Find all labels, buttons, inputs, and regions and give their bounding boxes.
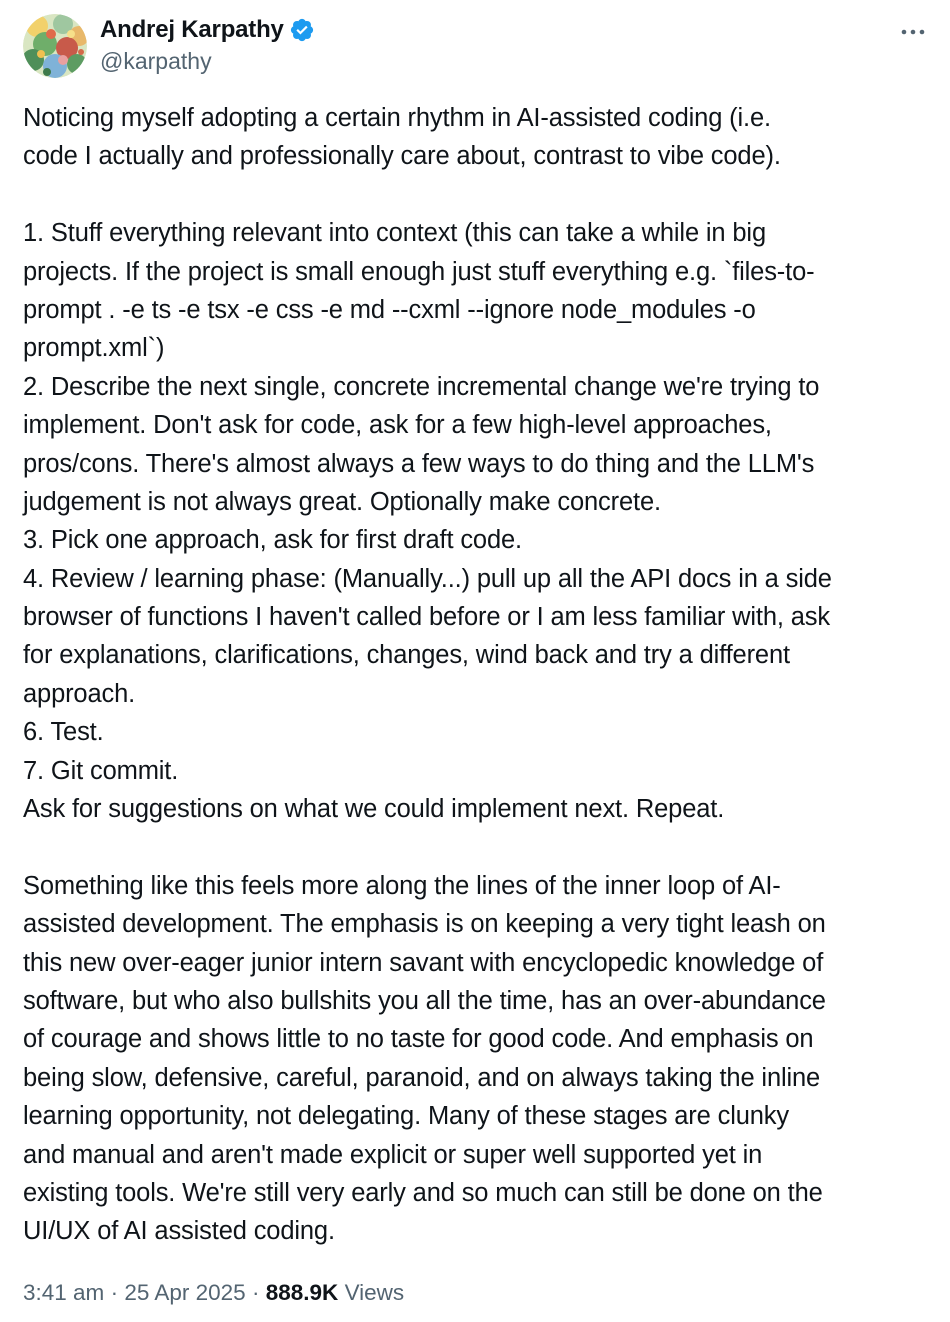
tweet-text-line: Something like this feels more along the lines of the inner loop of AI- — [23, 871, 781, 900]
meta-separator: · — [110, 1280, 119, 1305]
tweet-text — [23, 99, 928, 1251]
more-options-icon[interactable] — [898, 22, 928, 42]
tweet-text-line: 7. Git commit. — [23, 756, 179, 785]
author-avatar[interactable] — [23, 14, 87, 78]
author-handle[interactable]: @karpathy — [100, 48, 212, 74]
tweet-date[interactable]: 25 Apr 2025 — [124, 1280, 246, 1305]
tweet-text-line: 6. Test. — [23, 718, 104, 747]
verified-badge-icon[interactable] — [289, 17, 315, 43]
views-count[interactable]: 888.9K — [265, 1280, 339, 1305]
tweet-text-line: this new over-eager junior intern savant with encyclopedic knowledge of — [23, 948, 824, 977]
tweet-text-line: learning opportunity, not delegating. Many of these stages are clunky — [23, 1102, 789, 1131]
tweet-text-line: Ask for suggestions on what we could implement next. Repeat. — [23, 795, 725, 824]
tweet-text-line: 4. Review / learning phase: (Manually...) pull up all the API docs in a side — [23, 564, 832, 593]
tweet-text-line: being slow, defensive, careful, paranoid, and on always taking the inline — [23, 1063, 821, 1092]
tweet-time[interactable]: 3:41 am — [23, 1280, 105, 1305]
tweet-text-line: browser of functions I haven't called before or I am less familiar with, ask — [23, 603, 830, 632]
author-info — [100, 16, 315, 75]
tweet-text-line: prompt.xml`) — [23, 334, 165, 363]
tweet-text-line: for explanations, clarifications, changes, wind back and try a different — [23, 641, 790, 670]
tweet-text-line: software, but who also bullshits you all the time, has an over-abundance — [23, 986, 826, 1015]
paragraph-gap — [23, 828, 928, 866]
tweet-text-line: implement. Don't ask for code, ask for a few high-level approaches, — [23, 411, 772, 440]
tweet-text-line: 1. Stuff everything relevant into context (this can take a while in big — [23, 219, 766, 248]
tweet-text-line: Noticing myself adopting a certain rhythm in AI-assisted coding (i.e. — [23, 104, 771, 132]
tweet-text-line: existing tools. We're still very early and so much can still be done on the — [23, 1178, 823, 1207]
tweet-text-line: assisted development. The emphasis is on keeping a very tight leash on — [23, 910, 826, 939]
tweet-text-line: UI/UX of AI assisted coding. — [23, 1217, 335, 1246]
tweet-text-line: code I actually and professionally care about, contrast to vibe code). — [23, 142, 781, 171]
tweet-meta — [23, 1280, 404, 1306]
name-row — [100, 16, 315, 44]
views-label: Views — [344, 1280, 405, 1305]
tweet-text-line: prompt . -e ts -e tsx -e css -e md --cxml --ignore node_modules -o — [23, 295, 756, 324]
tweet-text-line: projects. If the project is small enough just stuff everything e.g. `files-to- — [23, 257, 815, 286]
tweet-text-line: of courage and shows little to no taste for good code. And emphasis on — [23, 1025, 814, 1054]
tweet-text-line: and manual and aren't made explicit or super well supported yet in — [23, 1140, 763, 1169]
author-display-name[interactable]: Andrej Karpathy — [100, 16, 284, 43]
tweet-text-line: 2. Describe the next single, concrete incremental change we're trying to — [23, 372, 820, 401]
tweet-text-line: pros/cons. There's almost always a few ways to do thing and the LLM's — [23, 449, 815, 478]
meta-separator: · — [251, 1280, 260, 1305]
tweet-text-line: 3. Pick one approach, ask for first draft code. — [23, 526, 522, 555]
tweet-text-line: judgement is not always great. Optionally make concrete. — [23, 487, 661, 516]
tweet-text-line: approach. — [23, 679, 136, 708]
paragraph-gap — [23, 176, 928, 214]
avatar-illustration-icon — [23, 14, 87, 78]
